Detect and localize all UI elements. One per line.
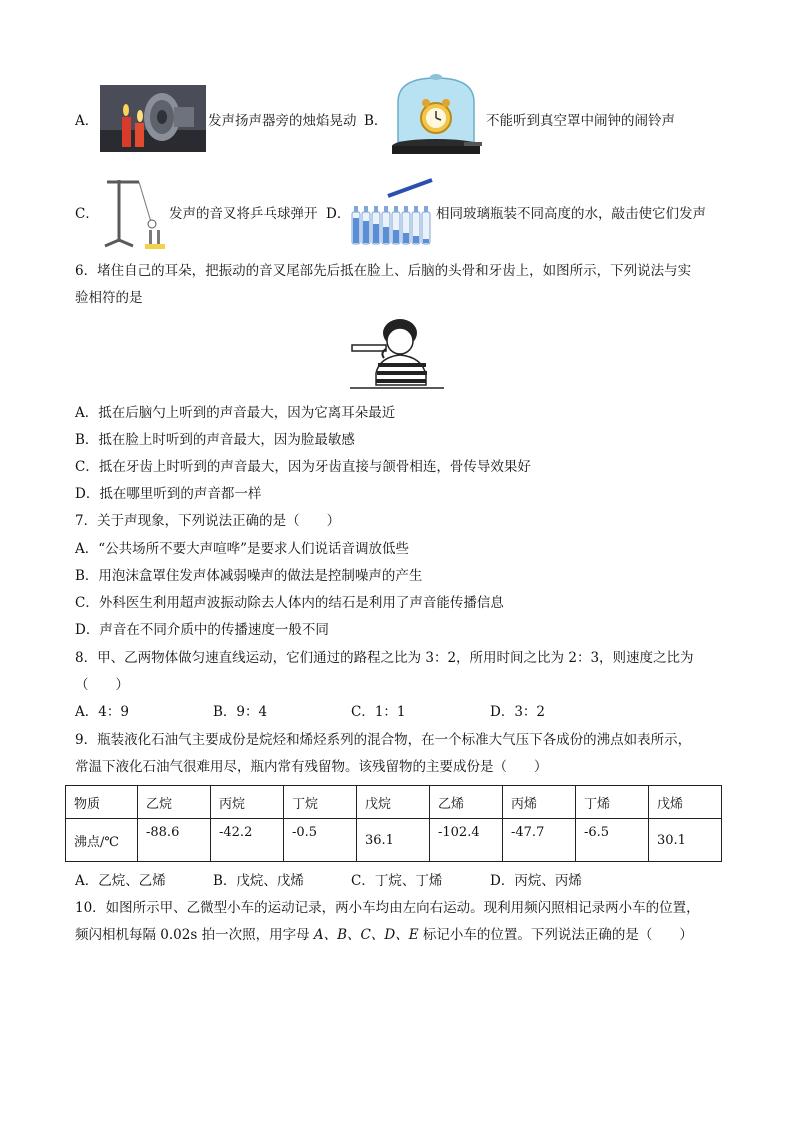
q8-stem-line2: （ ）	[75, 677, 129, 693]
boy-tuning-fork-image	[350, 313, 444, 390]
water-bottles-image	[350, 178, 434, 248]
q5-option-d-prefix: D．	[326, 206, 351, 222]
table-header-row	[66, 786, 722, 819]
table-cell: -0.5	[284, 819, 357, 862]
bell-jar-alarm-clock-image	[388, 72, 484, 162]
table-cell: 36.1	[357, 819, 430, 862]
table-header-cell: 丙烷	[211, 786, 284, 819]
table-cell: 30.1	[649, 819, 722, 862]
q6-stem-line2: 验相符的是	[75, 290, 143, 306]
candle-speaker-image	[100, 85, 206, 152]
q7-stem: 7．关于声现象，下列说法正确的是（ ）	[75, 513, 341, 529]
table-row	[66, 819, 722, 862]
q8-option-c: C．1：1	[351, 704, 406, 720]
q5-option-d-text: 相同玻璃瓶装不同高度的水，敲击使它们发声	[436, 206, 706, 222]
q10-stem-line2	[75, 926, 693, 944]
q6-stem-line1: 6．堵住自己的耳朵，把振动的音叉尾部先后抵在脸上、后脑的头骨和牙齿上，如图所示，下列说法与实	[75, 263, 692, 279]
table-header-cell: 丁烯	[576, 786, 649, 819]
q6-option-b: B．抵在脸上时听到的声音最大，因为脸最敏感	[75, 432, 355, 448]
q7-option-a: A．“公共场所不要大声喧哗”是要求人们说话音调放低些	[75, 541, 410, 557]
table-header-cell: 戊烯	[649, 786, 722, 819]
q10-stem-line2-post: 标记小车的位置。下列说法正确的是（ ）	[418, 927, 693, 943]
table-header-cell: 丁烷	[284, 786, 357, 819]
q10-stem-line1: 10．如图所示甲、乙微型小车的运动记录，两小车均由左向右运动。现利用频闪照相记录两小车的位置，	[75, 900, 700, 916]
table-header-cell: 物质	[66, 786, 138, 819]
table-cell: -47.7	[503, 819, 576, 862]
q9-option-b: B．戊烷、戊烯	[213, 873, 304, 889]
q6-option-a: A．抵在后脑勺上听到的声音最大，因为它离耳朵最近	[75, 405, 396, 421]
q7-option-c: C．外科医生利用超声波振动除去人体内的结石是利用了声音能传播信息	[75, 595, 504, 611]
q9-option-d: D．丙烷、丙烯	[490, 873, 582, 889]
table-header-cell: 乙烷	[138, 786, 211, 819]
q8-stem-line1: 8．甲、乙两物体做匀速直线运动，它们通过的路程之比为 3：2，所用时间之比为 2：3，则速度之比为	[75, 650, 694, 666]
q6-option-c: C．抵在牙齿上时听到的声音最大，因为牙齿直接与颌骨相连，骨传导效果好	[75, 459, 531, 475]
table-header-cell: 戊烷	[357, 786, 430, 819]
table-cell: -6.5	[576, 819, 649, 862]
table-header-cell: 丙烯	[503, 786, 576, 819]
tuning-fork-pingpong-image	[99, 172, 169, 250]
q5-option-b-prefix: B．	[364, 113, 388, 129]
q5-option-b-text: 不能听到真空罩中闹钟的闹铃声	[486, 113, 675, 129]
table-header-cell: 乙烯	[430, 786, 503, 819]
q6-option-d: D．抵在哪里听到的声音都一样	[75, 486, 262, 502]
q5-option-c-prefix: C．	[75, 206, 99, 222]
q7-option-b: B．用泡沫盒罩住发声体减弱噪声的做法是控制噪声的产生	[75, 568, 423, 584]
q8-option-b: B．9：4	[213, 704, 268, 720]
table-cell: -102.4	[430, 819, 503, 862]
q9-stem-line2: 常温下液化石油气很难用尽，瓶内常有残留物。该残留物的主要成份是（ ）	[75, 759, 548, 775]
table-cell: 沸点/℃	[66, 819, 138, 862]
q8-option-a: A．4：9	[75, 704, 129, 720]
q8-option-d: D．3：2	[490, 704, 546, 720]
q5-option-a-prefix: A．	[75, 113, 99, 129]
boiling-point-table	[65, 785, 722, 862]
table-cell: -42.2	[211, 819, 284, 862]
q5-option-c-text: 发声的音叉将乒乓球弹开	[169, 206, 318, 222]
q5-option-a-text: 发声扬声器旁的烛焰晃动	[208, 113, 357, 129]
q10-stem-line2-pre: 频闪相机每隔 0.02s 拍一次照，用字母	[75, 927, 314, 943]
q7-option-d: D．声音在不同介质中的传播速度一般不同	[75, 622, 329, 638]
q10-position-letters: A、B、C、D、E	[313, 927, 419, 943]
q9-stem-line1: 9．瓶装液化石油气主要成份是烷烃和烯烃系列的混合物，在一个标准大气压下各成份的沸点如表所示，	[75, 732, 692, 748]
table-cell: -88.6	[138, 819, 211, 862]
q9-option-c: C．丁烷、丁烯	[351, 873, 443, 889]
q9-option-a: A．乙烷、乙烯	[75, 873, 166, 889]
